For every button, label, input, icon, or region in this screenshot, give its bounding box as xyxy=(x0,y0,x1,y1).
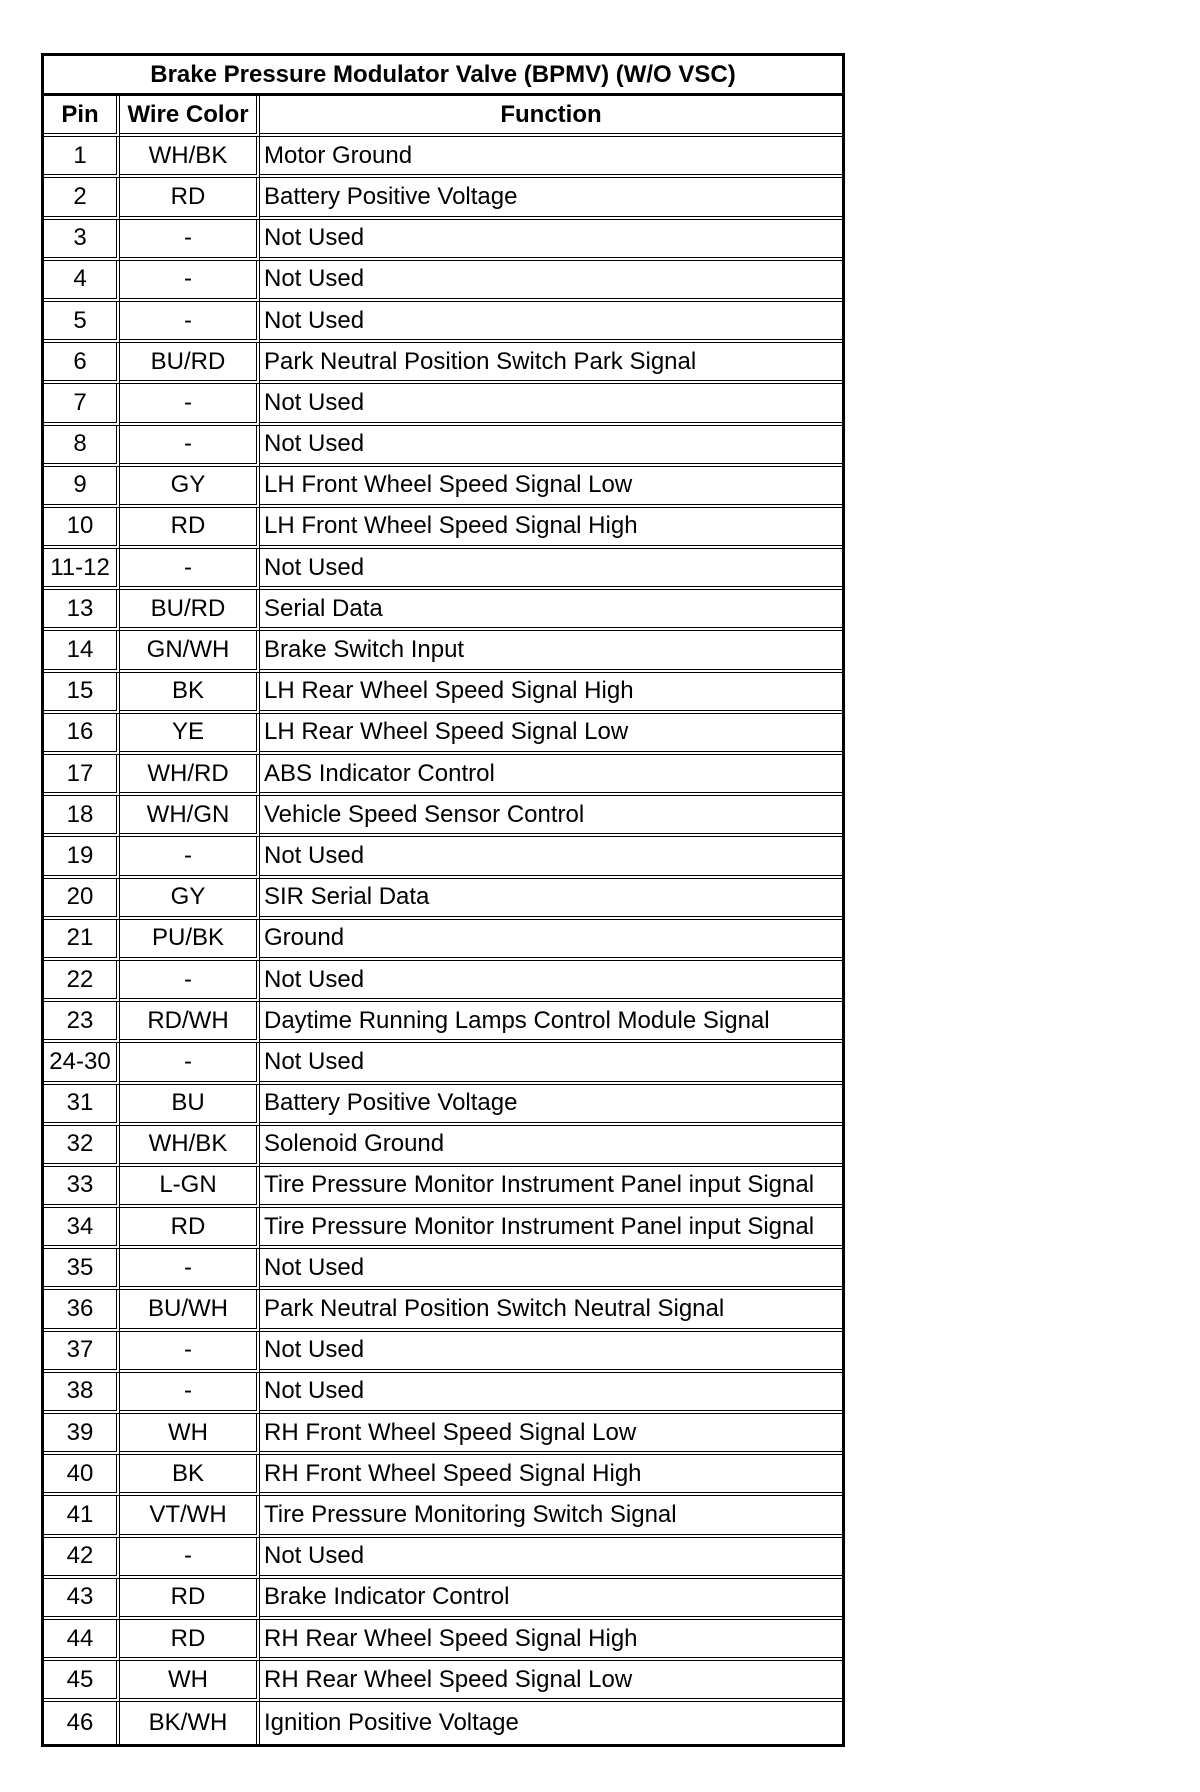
wire-color-cell: BK/WH xyxy=(120,1702,260,1743)
function-cell: RH Front Wheel Speed Signal High xyxy=(260,1455,842,1496)
wire-color-cell: WH/BK xyxy=(120,1126,260,1167)
wire-color-cell: L-GN xyxy=(120,1167,260,1208)
wire-color-cell: BK xyxy=(120,1455,260,1496)
pin-cell: 37 xyxy=(44,1332,120,1373)
pin-cell: 38 xyxy=(44,1373,120,1414)
pin-cell: 34 xyxy=(44,1208,120,1249)
pin-cell: 13 xyxy=(44,590,120,631)
function-cell: RH Rear Wheel Speed Signal Low xyxy=(260,1661,842,1702)
pin-cell: 7 xyxy=(44,384,120,425)
wire-color-cell: RD xyxy=(120,508,260,549)
pin-cell: 18 xyxy=(44,796,120,837)
wire-color-cell: - xyxy=(120,961,260,1002)
wire-color-cell: VT/WH xyxy=(120,1496,260,1537)
pin-cell: 10 xyxy=(44,508,120,549)
wire-color-cell: RD xyxy=(120,1620,260,1661)
wire-color-cell: - xyxy=(120,220,260,261)
function-cell: Not Used xyxy=(260,837,842,878)
function-cell: Not Used xyxy=(260,1332,842,1373)
function-cell: RH Rear Wheel Speed Signal High xyxy=(260,1620,842,1661)
function-cell: Not Used xyxy=(260,1043,842,1084)
wire-color-cell: - xyxy=(120,1373,260,1414)
pin-cell: 44 xyxy=(44,1620,120,1661)
function-cell: Brake Indicator Control xyxy=(260,1579,842,1620)
function-cell: LH Rear Wheel Speed Signal Low xyxy=(260,714,842,755)
pin-cell: 24-30 xyxy=(44,1043,120,1084)
pin-cell: 39 xyxy=(44,1414,120,1455)
wire-color-cell: - xyxy=(120,837,260,878)
pin-cell: 41 xyxy=(44,1496,120,1537)
function-cell: Ignition Positive Voltage xyxy=(264,1708,519,1736)
pin-cell: 40 xyxy=(44,1455,120,1496)
pin-cell: 32 xyxy=(44,1126,120,1167)
function-cell: Serial Data xyxy=(260,590,842,631)
pin-cell: 46 xyxy=(44,1702,120,1743)
function-cell: Solenoid Ground xyxy=(260,1126,842,1167)
pin-cell: 17 xyxy=(44,755,120,796)
pin-cell: 19 xyxy=(44,837,120,878)
pin-cell: 6 xyxy=(44,343,120,384)
wire-color-cell: GN/WH xyxy=(120,631,260,672)
function-cell: Vehicle Speed Sensor Control xyxy=(260,796,842,837)
column-header-pin: Pin xyxy=(44,96,120,137)
wire-color-cell: - xyxy=(120,549,260,590)
pin-cell: 16 xyxy=(44,714,120,755)
function-cell: Not Used xyxy=(260,384,842,425)
pin-cell: 8 xyxy=(44,426,120,467)
table-grid xyxy=(44,96,842,1744)
pin-cell: 2 xyxy=(44,178,120,219)
wire-color-cell: RD/WH xyxy=(120,1002,260,1043)
pin-cell: 20 xyxy=(44,879,120,920)
wire-color-cell: GY xyxy=(120,879,260,920)
wire-color-cell: - xyxy=(120,1249,260,1290)
function-cell: Daytime Running Lamps Control Module Signal xyxy=(260,1002,842,1043)
wire-color-cell: RD xyxy=(120,1208,260,1249)
wire-color-cell: WH xyxy=(120,1661,260,1702)
wire-color-cell: - xyxy=(120,302,260,343)
function-cell: Not Used xyxy=(260,1249,842,1290)
function-cell: SIR Serial Data xyxy=(260,879,842,920)
wire-color-cell: RD xyxy=(120,1579,260,1620)
wire-color-cell: - xyxy=(120,1043,260,1084)
wire-color-cell: YE xyxy=(120,714,260,755)
function-cell: Tire Pressure Monitor Instrument Panel input Signal xyxy=(260,1208,842,1249)
function-cell: ABS Indicator Control xyxy=(260,755,842,796)
wire-color-cell: WH/RD xyxy=(120,755,260,796)
function-cell: LH Front Wheel Speed Signal High xyxy=(260,508,842,549)
function-cell: Brake Switch Input xyxy=(260,631,842,672)
pin-cell: 4 xyxy=(44,261,120,302)
pin-cell: 15 xyxy=(44,673,120,714)
wire-color-cell: BU/RD xyxy=(120,590,260,631)
column-header-wire-color: Wire Color xyxy=(120,96,260,137)
wire-color-cell: WH/BK xyxy=(120,137,260,178)
pin-cell: 1 xyxy=(44,137,120,178)
function-cell: Park Neutral Position Switch Neutral Signal xyxy=(260,1290,842,1331)
wire-color-cell: GY xyxy=(120,467,260,508)
function-cell: Not Used xyxy=(260,1373,842,1414)
wire-color-cell: - xyxy=(120,1538,260,1579)
function-cell: Tire Pressure Monitoring Switch Signal xyxy=(260,1496,842,1537)
pin-cell: 33 xyxy=(44,1167,120,1208)
table-title: Brake Pressure Modulator Valve (BPMV) (W/O VSC) xyxy=(44,56,842,96)
pin-cell: 35 xyxy=(44,1249,120,1290)
wire-color-cell: - xyxy=(120,1332,260,1373)
wire-color-cell: BK xyxy=(120,673,260,714)
wire-color-cell: BU/WH xyxy=(120,1290,260,1331)
wire-color-cell: - xyxy=(120,261,260,302)
wire-color-cell: BU/RD xyxy=(120,343,260,384)
function-cell: Not Used xyxy=(260,426,842,467)
function-cell: Tire Pressure Monitor Instrument Panel input Signal xyxy=(260,1167,842,1208)
pin-cell: 31 xyxy=(44,1085,120,1126)
pin-cell: 23 xyxy=(44,1002,120,1043)
function-cell: LH Rear Wheel Speed Signal High xyxy=(260,673,842,714)
wire-color-cell: PU/BK xyxy=(120,920,260,961)
function-cell: Not Used xyxy=(260,302,842,343)
wire-color-cell: - xyxy=(120,384,260,425)
function-cell: LH Front Wheel Speed Signal Low xyxy=(260,467,842,508)
function-cell: Not Used xyxy=(260,549,842,590)
pinout-table xyxy=(41,53,845,1747)
function-cell: Ground xyxy=(260,920,842,961)
pin-cell: 43 xyxy=(44,1579,120,1620)
function-cell: Motor Ground xyxy=(260,137,842,178)
function-cell: Not Used xyxy=(260,1538,842,1579)
pin-cell: 21 xyxy=(44,920,120,961)
function-cell: Not Used xyxy=(260,961,842,1002)
function-cell: Not Used xyxy=(260,220,842,261)
wire-color-cell: RD xyxy=(120,178,260,219)
pin-cell: 45 xyxy=(44,1661,120,1702)
wire-color-cell: BU xyxy=(120,1085,260,1126)
function-cell: Battery Positive Voltage xyxy=(260,1085,842,1126)
function-cell: Park Neutral Position Switch Park Signal xyxy=(260,343,842,384)
wire-color-cell: WH xyxy=(120,1414,260,1455)
pin-cell: 9 xyxy=(44,467,120,508)
wire-color-cell: - xyxy=(120,426,260,467)
pin-cell: 3 xyxy=(44,220,120,261)
wire-color-cell: WH/GN xyxy=(120,796,260,837)
function-cell: Battery Positive Voltage xyxy=(260,178,842,219)
function-cell: RH Front Wheel Speed Signal Low xyxy=(260,1414,842,1455)
pin-cell: 5 xyxy=(44,302,120,343)
pin-cell: 11-12 xyxy=(44,549,120,590)
column-header-function: Function xyxy=(260,96,842,137)
pin-cell: 22 xyxy=(44,961,120,1002)
pin-cell: 42 xyxy=(44,1538,120,1579)
function-cell: Not Used xyxy=(260,261,842,302)
pin-cell: 36 xyxy=(44,1290,120,1331)
pin-cell: 14 xyxy=(44,631,120,672)
